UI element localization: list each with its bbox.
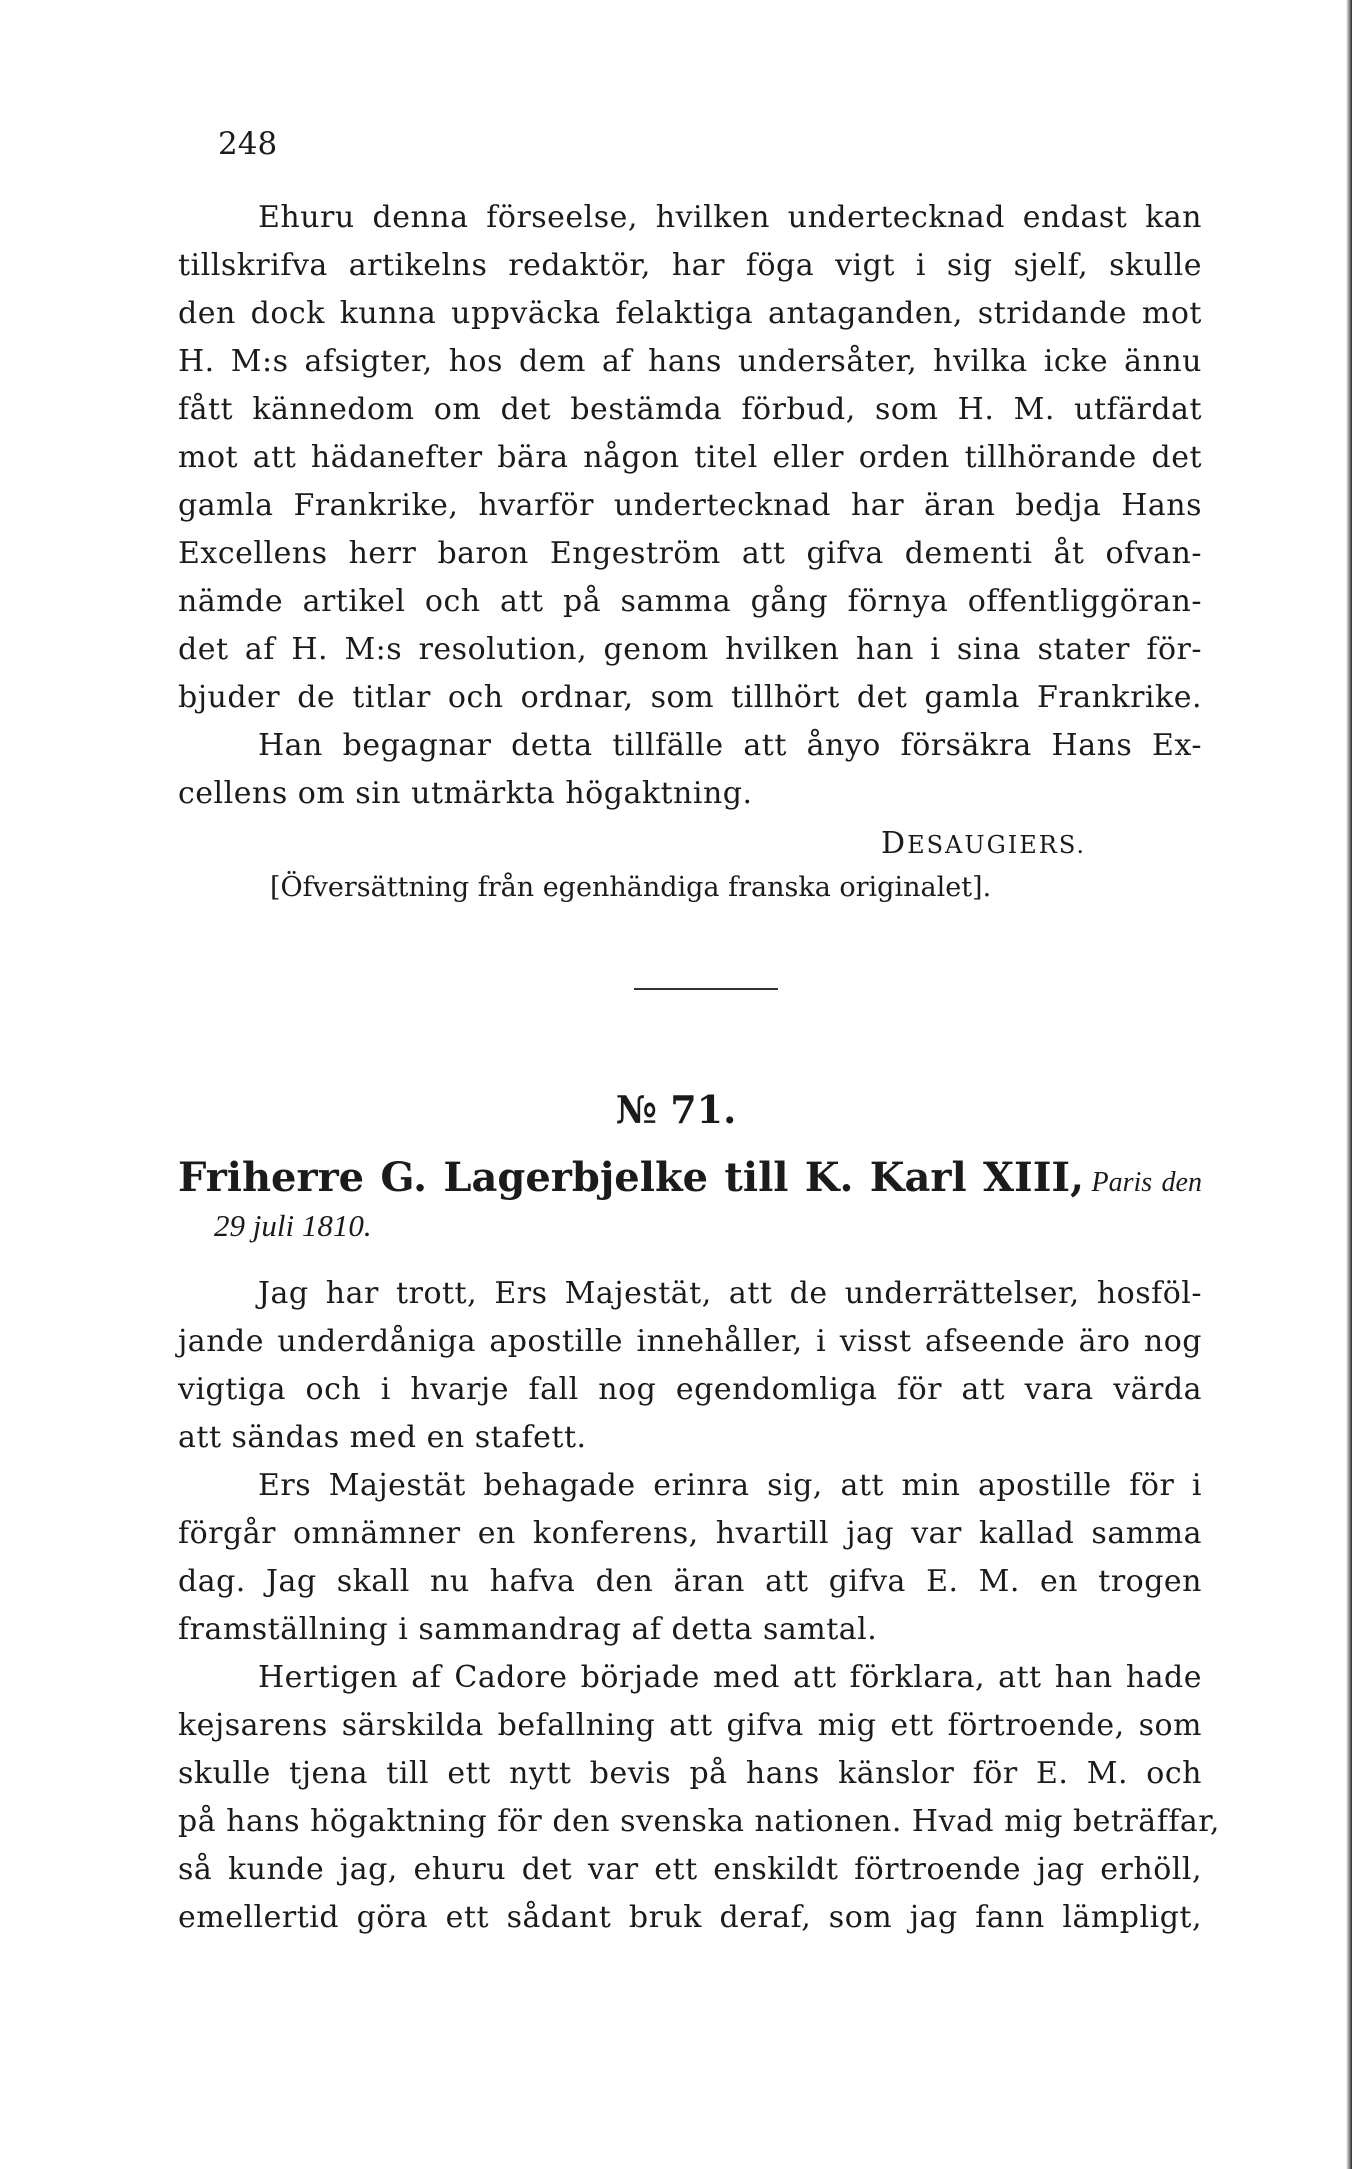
- text-line: den dock kunna uppväcka felaktiga antaganden, stridande mot: [178, 296, 1202, 331]
- text-line: H. M:s afsigter, hos dem af hans undersåter, hvilka icke ännu: [178, 344, 1202, 379]
- text-line: mot att hädanefter bära någon titel eller orden tillhörande det: [178, 440, 1202, 475]
- page-edge-shadow: [1346, 0, 1352, 2169]
- document-heading: [178, 1150, 1202, 1206]
- heading-place: Paris den: [1091, 1167, 1202, 1198]
- letter-end-paragraphs: [178, 194, 1202, 818]
- text-line: Ehuru denna förseelse, hvilken undertecknad endast kan: [258, 200, 1202, 235]
- text-line: bjuder de titlar och ordnar, som tillhört det gamla Frankrike.: [178, 680, 1202, 715]
- heading-title: Friherre G. Lagerbjelke till K. Karl XIII,: [178, 1154, 1085, 1201]
- text-line: cellens om sin utmärkta högaktning.: [178, 776, 753, 811]
- text-line: förgår omnämner en konferens, hvartill jag var kallad samma: [178, 1516, 1202, 1551]
- text-line: emellertid göra ett sådant bruk deraf, som jag fann lämpligt,: [178, 1900, 1202, 1935]
- text-line: så kunde jag, ehuru det var ett enskildt förtroende jag erhöll,: [178, 1852, 1202, 1887]
- text-line: framställning i sammandrag af detta samtal.: [178, 1612, 878, 1647]
- text-line: jande underdåniga apostille innehåller, i visst afseende äro nog: [178, 1324, 1202, 1359]
- text-line: fått kännedom om det bestämda förbud, som H. M. utfärdat: [178, 392, 1202, 427]
- document-number: № 71.: [615, 1087, 737, 1132]
- text-line: på hans högaktning för den svenska nationen. Hvad mig beträffar,: [178, 1804, 1220, 1839]
- translation-note: [Öfversättning från egenhändiga franska originalet].: [270, 872, 992, 903]
- text-line: Ers Majestät behagade erinra sig, att min apostille för i: [258, 1468, 1202, 1503]
- text-line: nämde artikel och att på samma gång förnya offentliggöran-: [178, 584, 1202, 619]
- text-line: det af H. M:s resolution, genom hvilken han i sina stater för-: [178, 632, 1202, 667]
- text-line: Hertigen af Cadore började med att förklara, att han hade: [258, 1660, 1202, 1695]
- text-line: skulle tjena till ett nytt bevis på hans känslor för E. M. och: [178, 1756, 1202, 1791]
- text-line: kejsarens särskilda befallning att gifva mig ett förtroende, som: [178, 1708, 1202, 1743]
- text-line: tillskrifva artikelns redaktör, har föga vigt i sig sjelf, skulle: [178, 248, 1202, 283]
- heading-date: 29 juli 1810.: [214, 1208, 372, 1243]
- text-line: gamla Frankrike, hvarför undertecknad har äran bedja Hans: [178, 488, 1202, 523]
- text-line: Han begagnar detta tillfälle att ånyo försäkra Hans Ex-: [258, 728, 1202, 763]
- signature-initial: D: [881, 826, 908, 861]
- document-paragraphs: [178, 1270, 1220, 1942]
- signature: [881, 820, 1086, 869]
- text-line: Jag har trott, Ers Majestät, att de underrättelser, hosföl-: [258, 1276, 1202, 1311]
- page-number: 248: [218, 126, 278, 162]
- signature-rest: ESAUGIERS.: [907, 831, 1087, 859]
- text-line: dag. Jag skall nu hafva den äran att gifva E. M. en trogen: [178, 1564, 1202, 1599]
- section-divider: [634, 988, 778, 990]
- text-line: att sändas med en stafett.: [178, 1420, 587, 1455]
- text-line: Excellens herr baron Engeström att gifva dementi åt ofvan-: [178, 536, 1202, 571]
- text-line: vigtiga och i hvarje fall nog egendomliga för att vara värda: [178, 1372, 1202, 1407]
